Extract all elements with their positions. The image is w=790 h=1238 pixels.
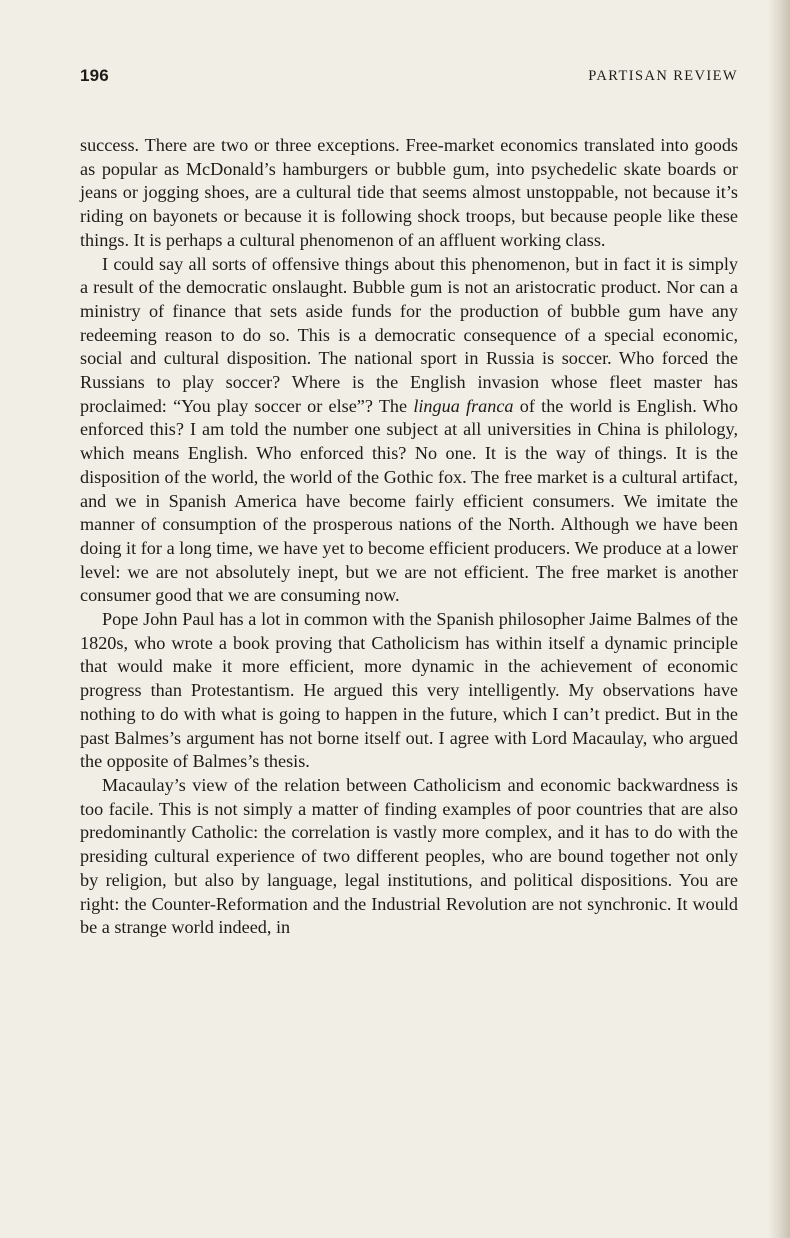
paragraph-3 (80, 608, 738, 774)
paragraph-text: of the world is English. Who enforced this? I am told the number one subject at all universities in China is philology, which means English. Who enforced this? No one. It is the way of things. It is the disposition of the world, the world of the Gothic fox. The free market is a cultural artifact, and we in Spanish America have become fairly efficient consumers. We imitate the manner of consumption of the prosperous nations of the North. Although we have been doing it for a long time, we have yet to become efficient producers. We produce at a lower level: we are not absolutely inept, but we are not efficient. The free market is another consumer good that we are consuming now. (80, 395, 738, 606)
page-edge-shadow (768, 0, 790, 1238)
paragraph-text: Macaulay’s view of the relation between Catholicism and economic backwardness is too facile. This is not simply a matter of finding examples of poor countries that are also predominantly Catholic: the correlation is vastly more complex, and it has to do with the presiding cultural experience of two different peoples, who are bound together not only by religion, but also by language, legal institutions, and political dispositions. You are right: the Counter-Reformation and the Industrial Revolution are not synchronic. It would be a strange world indeed, in (80, 774, 738, 938)
body-text (80, 134, 738, 940)
page-number: 196 (80, 66, 109, 85)
paragraph-text: Pope John Paul has a lot in common with the Spanish philosopher Jaime Balmes of the 1820s, who wrote a book proving that Catholicism has within itself a dynamic principle that would make it more efficient, more dynamic in the achievement of economic progress than Protestantism. He argued this very intelligently. My observations have nothing to do with what is going to happen in the future, which I can’t predict. But in the past Balmes’s argument has not borne itself out. I agree with Lord Macaulay, who argued the opposite of Balmes’s thesis. (80, 609, 738, 772)
journal-title: PARTISAN REVIEW (588, 68, 738, 84)
italic-term: lingua franca (413, 395, 514, 416)
paragraph-text: success. There are two or three exceptions. Free-market economics translated into goods as popular as McDonald’s hamburgers or bubble gum, into psychedelic skate boards or jeans or jogging shoes, are a cultural tide that seems almost unstoppable, not because it’s riding on bayonets or because it is following shock troops, but because people like these things. It is perhaps a cultural phenomenon of an affluent working class. (80, 135, 738, 250)
paragraph-text: I could say all sorts of offensive things about this phenomenon, but in fact it is simply a result of the democratic onslaught. Bubble gum is not an aristocratic product. Nor can a ministry of finance that sets aside funds for the production of bubble gum have any redeeming reason to do so. This is a democratic consequence of a special economic, social and cultural disposition. The national sport in Russia is soccer. Who forced the Russians to play soccer? Where is the English invasion whose fleet master has proclaimed: “You play soccer or else”? The (80, 253, 738, 416)
paragraph-1 (80, 134, 738, 253)
running-head (80, 66, 738, 94)
paragraph-4 (80, 774, 738, 940)
paragraph-2 (80, 253, 738, 609)
